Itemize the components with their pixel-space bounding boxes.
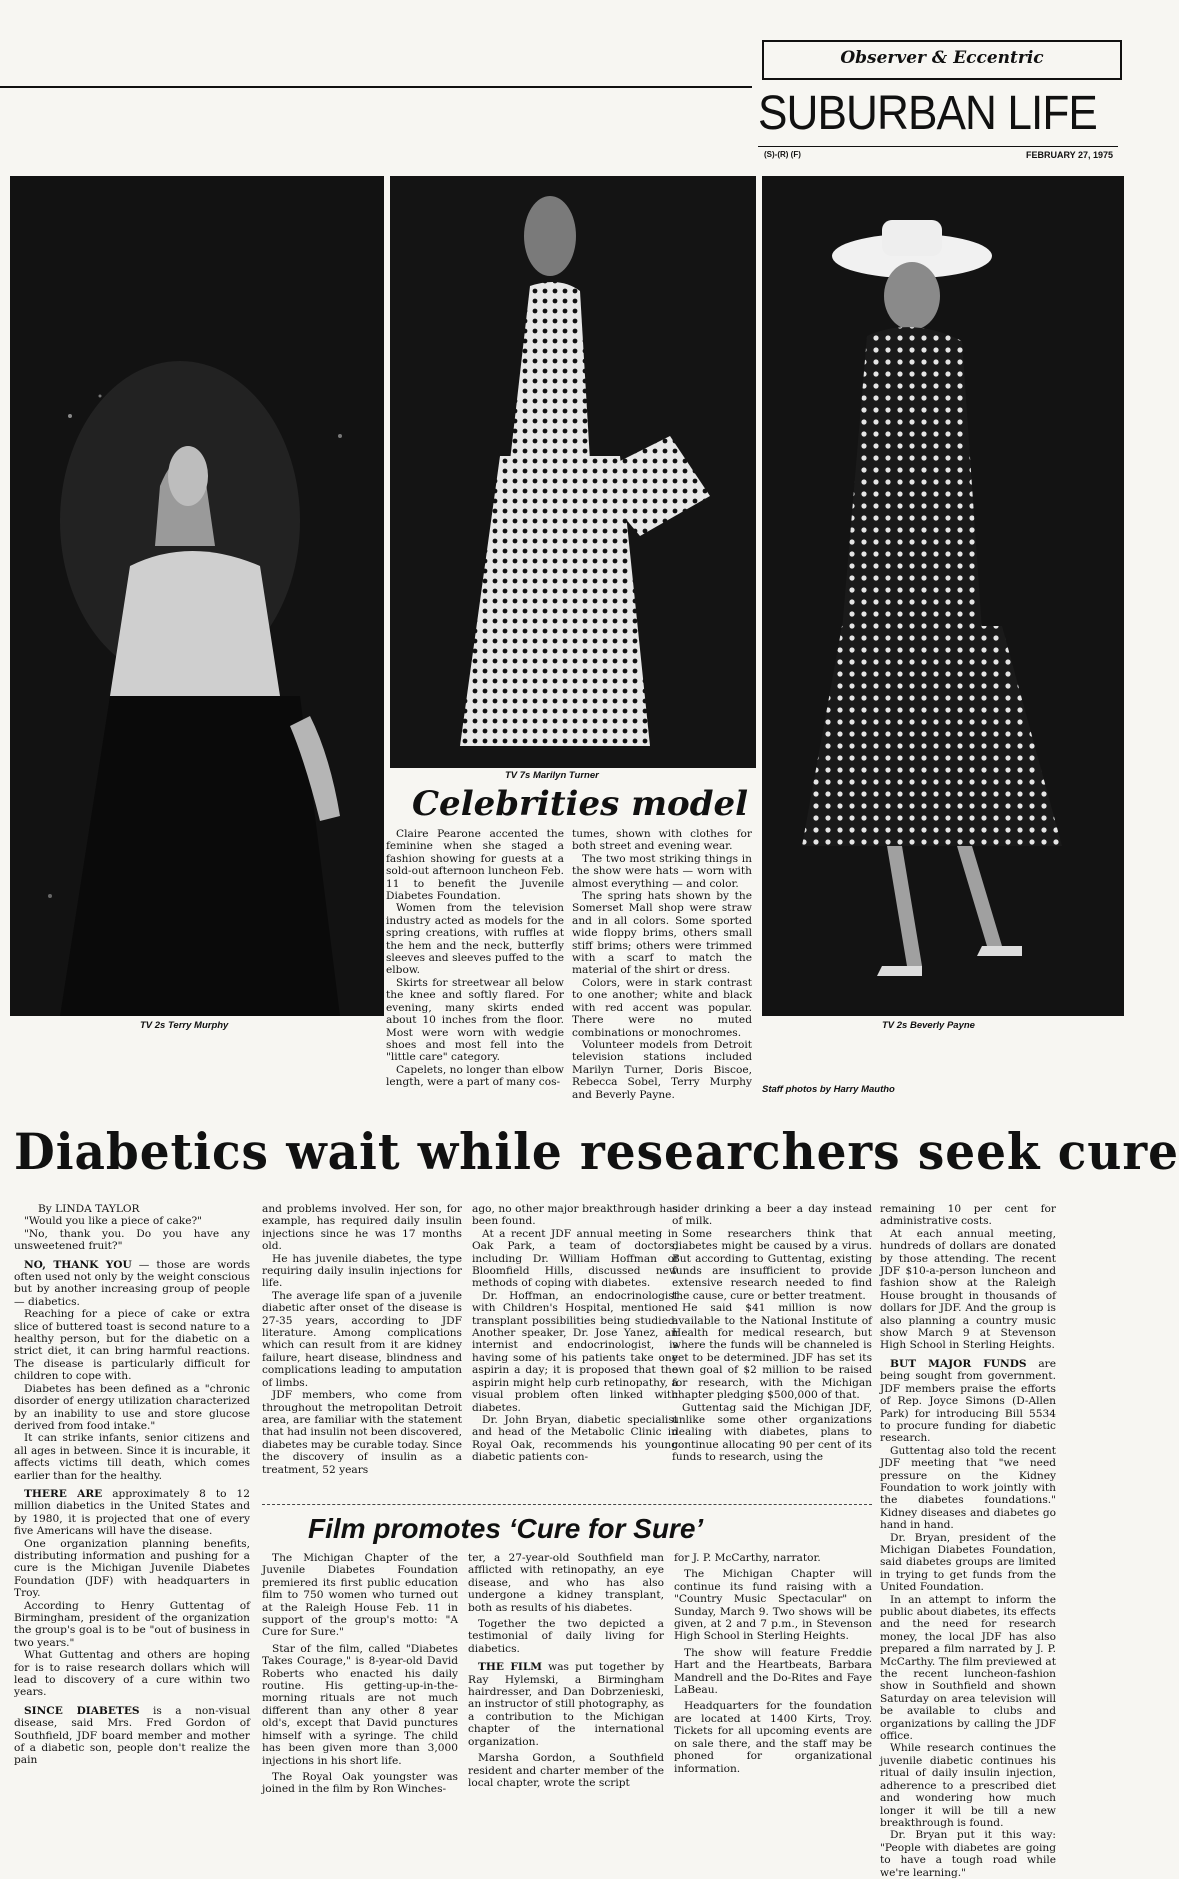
paragraph: THE FILM was put together by Ray Hylemski, a Birmingham hairdresser, and Dan Dobrzenieski, an instructor of still photography, as a contribution to the Michigan chapter of the international organization. (468, 1661, 664, 1748)
paragraph: Dr. Bryan put it this way: "People with diabetes are going to have a tough road while we're learning." (880, 1829, 1056, 1879)
photo-marilyn-turner (390, 176, 756, 768)
issue-date: FEBRUARY 27, 1975 (1026, 150, 1114, 160)
paragraph: According to Henry Guttentag of Birmingham, president of the organization the group's goal is to be "out of business in two years." (14, 1599, 250, 1649)
paragraph: It can strike infants, senior citizens and all ages in between. Since it is incurable, it affects victims till death, which comes earlier than for the healthy. (14, 1432, 250, 1482)
paragraph: Colors, were in stark contrast to one another; white and black with red accent was popular. There were no muted combinations or monochromes. (572, 976, 752, 1039)
section-rule (758, 146, 1118, 147)
film-column-1 (262, 1552, 458, 1858)
section-title: SUBURBAN LIFE (758, 87, 1097, 140)
paragraph: BUT MAJOR FUNDS are being sought from government. JDF members praise the efforts of Rep. Joyce Simons (D-Allen Park) for introducing Bill 5534 to procure funding for diabetic research. (880, 1357, 1056, 1445)
paragraph: sider drinking a beer a day instead of milk. (672, 1203, 872, 1228)
fashion-headline: Celebrities model (412, 784, 749, 824)
paragraph: The Michigan Chapter of the Juvenile Diabetes Foundation premiered its first public education film to 750 women who turned out at the Raleigh House Feb. 11 in support of the group's motto: "A Cure for Sure." (262, 1552, 458, 1639)
paragraph: The show will feature Freddie Hart and the Heartbeats, Barbara Mandrell and the Do-Rites and Faye LaBeau. (674, 1646, 872, 1697)
film-box-rule (262, 1504, 872, 1507)
paragraph: The two most striking things in the show were hats — worn with almost everything — and color. (572, 852, 752, 890)
paragraph: Star of the film, called "Diabetes Takes Courage," is 8-year-old David Roberts who enacted his daily routine. His getting-up-in-the-morning rituals are not much different than any other 8 year old's, except that David punctures himself with a syringe. The child has been given more than 3,000 injections in his short life. (262, 1642, 458, 1767)
paragraph: What Guttentag and others are hoping for is to raise research dollars which will lead to discovery of a cure within two years. (14, 1649, 250, 1699)
photo-terry-murphy (10, 176, 384, 1016)
lead-in: BUT MAJOR FUNDS (890, 1357, 1027, 1370)
diabetes-column-1 (14, 1203, 250, 1859)
caption-photo-2: TV 7s Marilyn Turner (505, 770, 599, 781)
paragraph: The average life span of a juvenile diabetic after onset of the disease is 27-35 years, according to JDF literature. Among complications which can result from it are kidney failure, heart disease, blindness and complications leading to amputation of limbs. (262, 1289, 462, 1389)
paragraph: Together the two depicted a testimonial of daily living for diabetics. (468, 1618, 664, 1655)
masthead-rule (0, 86, 752, 88)
paragraph: Headquarters for the foundation are located at 1400 Kirts, Troy. Tickets for all upcoming events are on sale there, and the staff may be phoned for organizational information. (674, 1700, 872, 1775)
paragraph: At each annual meeting, hundreds of dollars are donated by those attending. The recent JDF $10-a-person luncheon and fashion show at the Raleigh House brought in thousands of dollars for JDF. And the group is also planning a country music show March 9 at Stevenson High School in Sterling Heights. (880, 1227, 1056, 1352)
paragraph: He has juvenile diabetes, the type requiring daily insulin injections for life. (262, 1252, 462, 1290)
lead-in: THE FILM (478, 1661, 543, 1674)
photo-credit: Staff photos by Harry Mautho (762, 1084, 895, 1095)
paragraph: remaining 10 per cent for administrative costs. (880, 1203, 1056, 1228)
byline: By LINDA TAYLOR (38, 1203, 140, 1215)
masthead-box (762, 40, 1122, 80)
paragraph: Dr. Bryan, president of the Michigan Diabetes Foundation, said diabetes groups are limited in trying to get funds from the United Foundation. (880, 1531, 1056, 1594)
paragraph: Some researchers think that diabetes might be caused by a virus. But according to Guttentag, existing funds are insufficient to provide extensive research needed to find the cause, cure or better treatment. (672, 1227, 872, 1302)
edition-code: (S)-(R) (F) (764, 150, 801, 159)
paragraph: SINCE DIABETES is a non-visual disease, said Mrs. Fred Gordon of Southfield, JDF board member and mother of a diabetic son, people don't realize the pain (14, 1704, 251, 1767)
paragraph: tumes, shown with clothes for both street and evening wear. (572, 828, 752, 853)
paragraph: Guttentag also told the recent JDF meeting that "we need pressure on the Kidney Foundation to work jointly with the diabetes foundations." Kidney diseases and diabetes go hand in hand. (880, 1444, 1056, 1532)
paragraph: Volunteer models from Detroit television stations included Marilyn Turner, Doris Biscoe, Rebecca Sobel, Terry Murphy and Beverly Payne. (572, 1038, 752, 1101)
paragraph: In an attempt to inform the public about diabetes, its effects and the need for research money, the local JDF has also prepared a film narrated by J. P. McCarthy. The film previewed at the recent luncheon-fashion show in Southfield and shown Saturday on area television will be available to clubs and organizations by calling the JDF office. (880, 1593, 1056, 1743)
lead-in: NO, THANK YOU (24, 1258, 132, 1271)
paragraph: While research continues the juvenile diabetic continues his ritual of daily insulin injection, adherence to a prescribed diet and wondering how much longer it will be till a new breakthrough is found. (880, 1742, 1056, 1829)
film-column-2 (468, 1552, 664, 1858)
paragraph: ter, a 27-year-old Southfield man afflicted with retinopathy, an eye disease, and who has also undergone a kidney transplant, both as results of his diabetes. (468, 1552, 664, 1614)
caption-photo-1: TV 2s Terry Murphy (140, 1020, 229, 1031)
diabetes-column-4 (672, 1203, 872, 1495)
paragraph: Claire Pearone accented the feminine when she staged a fashion showing for guests at a sold-out afternoon luncheon Feb. 11 to benefit the Juvenile Diabetes Foundation. (386, 828, 564, 903)
paragraph: NO, THANK YOU — those are words often used not only by the weight conscious but by another increasing group of people — diabetics. (14, 1258, 251, 1308)
paragraph: The Michigan Chapter will continue its fund raising with a "Country Music Spectacular" on Sunday, March 9. Two shows will be given, at 2 and 7 p.m., in Stevenson High School in Sterling Heights. (674, 1568, 872, 1643)
paragraph: The spring hats shown by the Somerset Mall shop were straw and in all colors. Some sported wide floppy brims, others small stiff brims; others were trimmed with a scarf to match the material of the shirt or dress. (572, 890, 752, 977)
diabetes-headline: Diabetics wait while researchers seek cure (14, 1122, 1179, 1181)
film-column-3 (674, 1552, 872, 1858)
paragraph: ago, no other major breakthrough has been found. (472, 1203, 678, 1228)
paragraph: Guttentag said the Michigan JDF, unlike some other organizations dealing with diabetes, plans to continue allocating 90 per cent of its funds to research, using the (672, 1401, 872, 1464)
paragraph: Dr. Hoffman, an endocrinologist with Children's Hospital, mentioned transplant possibilities being studied. Another speaker, Dr. Jose Yanez, an internist and endocrinologist, is having some of his patients take one aspirin a day; it is proposed that the aspirin might help curb retinopathy, a visual problem often linked with diabetes. (472, 1289, 678, 1414)
paragraph: At a recent JDF annual meeting in Oak Park, a team of doctors, including Dr. William Hoffman of Bloomfield Hills, discussed new methods of coping with diabetes. (472, 1227, 678, 1290)
paragraph: THERE ARE approximately 8 to 12 million diabetics in the United States and by 1980, it is projected that one of every five Americans will have the disease. (14, 1487, 250, 1538)
paragraph: Reaching for a piece of cake or extra slice of buttered toast is second nature to a healthy person, but for the diabetic on a strict diet, it can bring harmful reactions. The disease is particularly difficult for children to cope with. (14, 1308, 250, 1383)
paragraph: Capelets, no longer than elbow length, were a part of many cos- (386, 1063, 564, 1089)
fashion-column-1 (386, 828, 564, 1100)
paragraph: The Royal Oak youngster was joined in the film by Ron Winches- (262, 1770, 458, 1796)
film-headline: Film promotes ‘Cure for Sure’ (308, 1513, 704, 1544)
diabetes-column-2 (262, 1203, 462, 1495)
lead-in: THERE ARE (24, 1487, 103, 1500)
diabetes-column-3 (472, 1203, 678, 1495)
paragraph: Women from the television industry acted as models for the spring creations, with ruffles at the hem and the neck, butterfly sleeves and sleeves puffed to the elbow. (386, 902, 564, 977)
paragraph: Dr. John Bryan, diabetic specialist and head of the Metabolic Clinic in Royal Oak, recommends his young diabetic patients con- (472, 1413, 678, 1464)
paragraph: He said $41 million is now available to the National Institute of Health for medical research, but where the funds will be channeled is yet to be determined. JDF has set its own goal of $2 million to be raised for research, with the Michigan chapter pledging $500,000 of that. (672, 1302, 872, 1402)
paragraph: "No, thank you. Do you have any unsweetened fruit?" (14, 1227, 250, 1253)
paragraph: and problems involved. Her son, for example, has required daily insulin injections since he was 17 months old. (262, 1203, 462, 1253)
lead-in: SINCE DIABETES (24, 1704, 140, 1717)
paragraph: "Would you like a piece of cake?" (24, 1215, 203, 1228)
paragraph: for J. P. McCarthy, narrator. (674, 1552, 821, 1564)
paragraph: One organization planning benefits, distributing information and pushing for a cure is the Michigan Juvenile Diabetes Foundation (JDF) with headquarters in Troy. (14, 1537, 250, 1600)
paragraph: Skirts for streetwear all below the knee and softly flared. For evening, many skirts ended about 10 inches from the floor. Most were worn with wedgie shoes and most fell into the "little care" category. (386, 976, 564, 1064)
paragraph: Marsha Gordon, a Southfield resident and charter member of the local chapter, wrote the script (468, 1752, 664, 1789)
photo-beverly-payne (762, 176, 1124, 1016)
fashion-column-2 (572, 828, 752, 1100)
paragraph: JDF members, who come from throughout the metropolitan Detroit area, are familiar with the statement that had insulin not been discovered, diabetes may be curable today. Since the discovery of insulin as a treatment, 52 years (262, 1389, 462, 1476)
diabetes-column-5 (880, 1203, 1056, 1879)
paragraph: Diabetes has been defined as a "chronic disorder of energy utilization characterized by an inability to use and store glucose derived from food intake." (14, 1382, 250, 1432)
paper-name: Observer & Eccentric (840, 48, 1044, 68)
caption-photo-3: TV 2s Beverly Payne (882, 1020, 975, 1031)
